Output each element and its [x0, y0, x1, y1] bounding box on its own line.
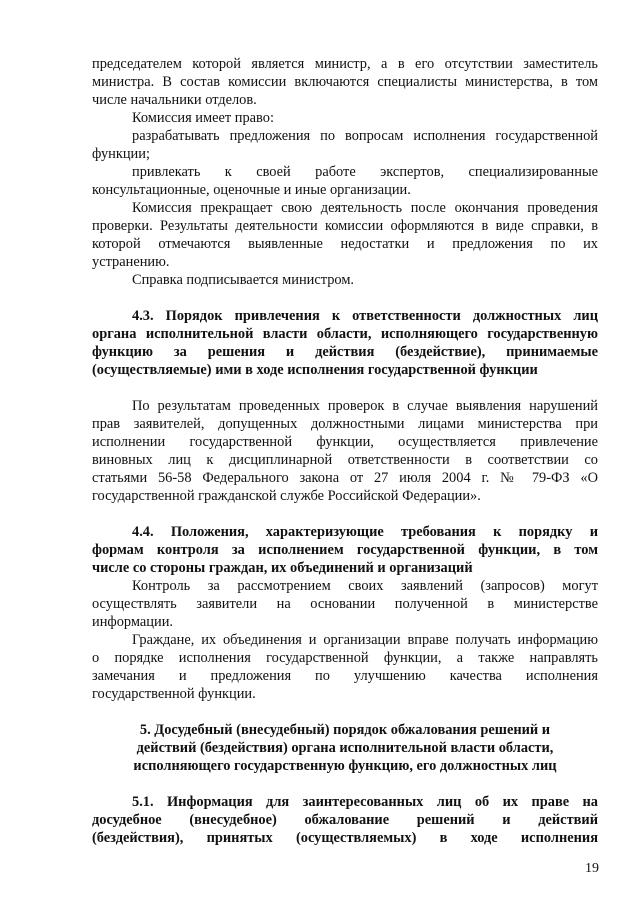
text-line: Комиссия прекращает свою деятельность после окончания проведения [132, 200, 598, 216]
section-heading-line: (бездействия), принятых (осуществляемых) в ходе исполнения [92, 830, 598, 846]
text-line: статьями 56-58 Федерального закона от 27 июля 2004 г. № 79-ФЗ «О [92, 470, 598, 486]
section-heading-4-3: 4.3. Порядок привлечения к ответственности должностных лиц [132, 308, 598, 324]
text-line: Комиссия имеет право: [132, 110, 274, 126]
section-heading-line: досудебное (внесудебное) обжалование решений и действий [92, 812, 598, 828]
text-line: устранению. [92, 254, 170, 270]
text-line: информации. [92, 614, 173, 630]
page-number: 19 [585, 861, 599, 876]
text-line: привлекать к своей работе экспертов, специализированные [132, 164, 598, 180]
text-line: о порядке исполнения государственной функции, а также направлять [92, 650, 598, 666]
section-heading-line: формам контроля за исполнением государственной функции, в том [92, 542, 598, 558]
text-line: которой отмечаются выявленные недостатки и предложения по их [92, 236, 598, 252]
text-line: Справка подписывается министром. [132, 272, 355, 288]
text-line: По результатам проведенных проверок в случае выявления нарушений [132, 398, 598, 414]
text-line: государственной гражданской службе Российской Федерации». [92, 488, 481, 504]
section-heading-line: функцию за решения и действия (бездействие), принимаемые [92, 344, 598, 360]
text-line: консультационные, оценочные и иные организации. [92, 182, 411, 198]
text-line: виновных лиц к дисциплинарной ответственности в соответствии со [92, 452, 598, 468]
section-heading-5: 5. Досудебный (внесудебный) порядок обжалования решений и [139, 722, 551, 738]
text-line: председателем которой является министр, а в его отсутствии заместитель [92, 56, 598, 72]
text-line: прав заявителей, допущенных должностными лицами министерства при [92, 416, 598, 432]
text-line: числе начальники отделов. [92, 92, 257, 108]
text-line: функции; [92, 146, 150, 162]
section-heading-line: действий (бездействия) органа исполнительной власти области, [136, 740, 554, 756]
text-line: государственной функции. [92, 686, 256, 702]
text-line: исполнении государственной функции, осуществляется привлечение [92, 434, 598, 450]
section-heading-4-4: 4.4. Положения, характеризующие требования к порядку и [132, 524, 598, 540]
text-line: Контроль за рассмотрением своих заявлений (запросов) могут [132, 578, 598, 594]
section-heading-line: исполняющего государственную функцию, его должностных лиц [133, 758, 557, 774]
section-heading-5-1: 5.1. Информация для заинтересованных лиц об их праве на [132, 794, 598, 810]
section-heading-line: органа исполнительной власти области, исполняющего государственную [92, 326, 598, 342]
text-line: замечания и предложения по улучшению качества исполнения [92, 668, 598, 684]
text-line: осуществлять заявители на основании полученной в министерстве [92, 596, 598, 612]
text-line: разрабатывать предложения по вопросам исполнения государственной [132, 128, 598, 144]
text-line: проверки. Результаты деятельности комиссии оформляются в виде справки, в [92, 218, 598, 234]
text-line: министра. В состав комиссии включаются специалисты министерства, в том [92, 74, 598, 90]
section-heading-line: (осуществляемые) ими в ходе исполнения государственной функции [92, 362, 538, 378]
section-heading-line: числе со стороны граждан, их объединений и организаций [92, 560, 473, 576]
text-line: Граждане, их объединения и организации вправе получать информацию [132, 632, 598, 648]
